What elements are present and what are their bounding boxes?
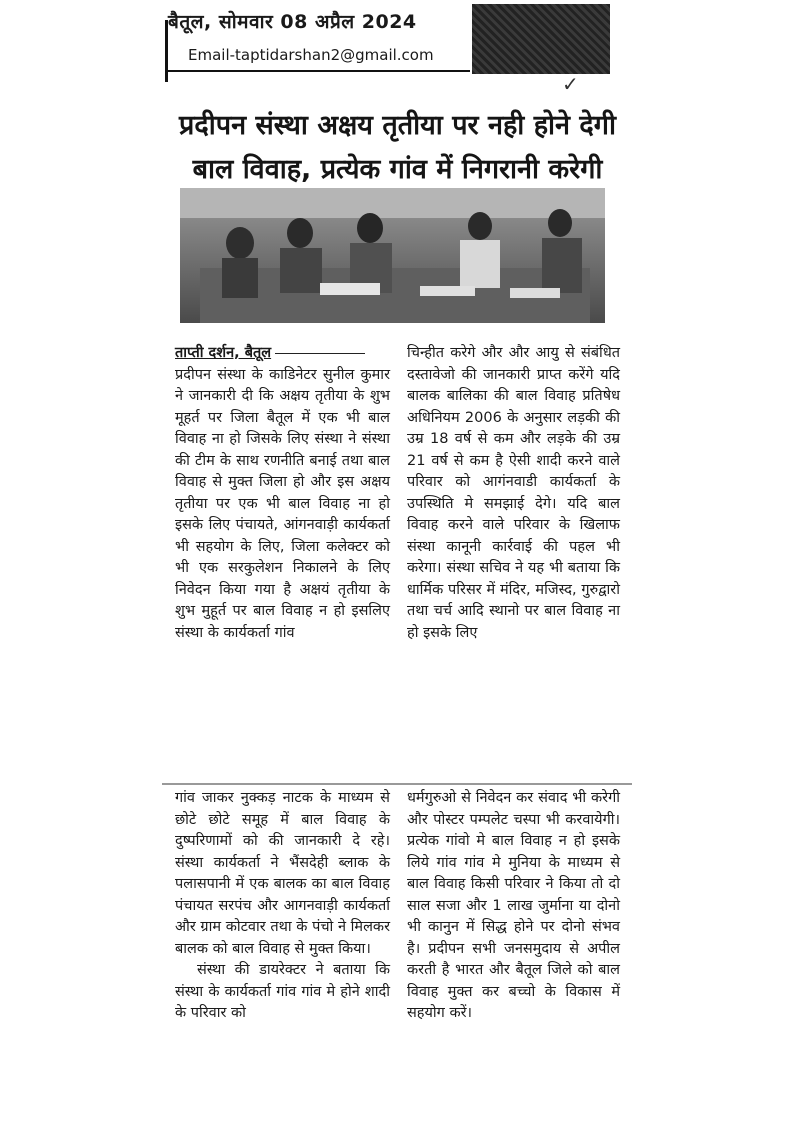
news-photo bbox=[180, 188, 605, 323]
masthead-block bbox=[472, 4, 610, 74]
email-address: Email-taptidarshan2@gmail.com bbox=[188, 46, 434, 64]
dateline: बैतूल, सोमवार 08 अप्रैल 2024 bbox=[168, 11, 417, 33]
headline bbox=[150, 104, 645, 192]
header-divider bbox=[165, 70, 470, 72]
article-column-2-bottom bbox=[407, 788, 620, 1025]
page-fold-line bbox=[162, 783, 632, 785]
article-paragraph: धर्मगुरुओ से निवेदन कर संवाद भी करेगी और पोस्टर पम्पलेट चस्पा भी करवायेगी। प्रत्येक गांवो मे बाल विवाह न हो इसके लिये गांव गांव मे मुनिया के माध्यम से बाल विवाह किसी परिवार ने किया तो दो साल सजा और 1 लाख जुर्माना या दोनो भी कानुन में सिद्ध होने पर दोनो संभव है। प्रदीपन सभी जनसमुदाय से अपील करती है भारत और बैतूल जिले को बाल विवाह मुक्त कर बच्चो के विकास में सहयोग करें। bbox=[407, 790, 620, 1021]
headline-line-1: प्रदीपन संस्था अक्षय तृतीया पर नही होने देगी bbox=[179, 110, 616, 141]
checkmark-icon: ✓ bbox=[562, 72, 579, 96]
article-column-1-top bbox=[175, 343, 390, 644]
article-column-1-bottom bbox=[175, 788, 390, 1025]
headline-line-2: बाल विवाह, प्रत्येक गांव में निगरानी करेगी bbox=[192, 154, 603, 185]
byline: ताप्ती दर्शन, बैतूल bbox=[175, 345, 272, 361]
article-paragraph: संस्था की डायरेक्टर ने बताया कि संस्था के कार्यकर्ता गांव गांव मे होने शादी के परिवार को bbox=[175, 962, 390, 1021]
article-column-2-top bbox=[407, 343, 620, 644]
article-paragraph: चिन्हीत करेगे और और आयु से संबंधित दस्तावेजो की जानकारी प्राप्त करेंगे यदि बालक बालिका की बाल विवाह प्रतिषेध अधिनियम 2006 के अनुसार लड़की की उम्र 18 वर्ष से कम और लड़के की उम्र 21 वर्ष से कम है ऐसी शादी करने वाले परिवार को आगंनवाडी कार्यकर्ता के उपस्थिति मे समझाई देगे। यदि बाल विवाह करने वाले परिवार के खिलाफ संस्था कानूनी कार्रवाई की पहल भी करेगा। संस्था सचिव ने यह भी बताया कि धार्मिक परिसर में मंदिर, मजिस्द, गुरुद्वारो तथा चर्च आदि स्थानो पर बाल विवाह ना हो इसके लिए bbox=[407, 345, 620, 641]
article-paragraph: प्रदीपन संस्था के काडिनेटर सुनील कुमार ने जानकारी दी कि अक्षय तृतीया के शुभ मूहर्त पर जिला बैतूल में एक भी बाल विवाह ना हो जिसके लिए संस्था ने संस्था की टीम के साथ रणनीति बनाई तथा बाल विवाह से मुक्त जिला हो और इस अक्षय तृतीया पर एक भी बाल विवाह ना हो इसके लिए पंचायते, आंगनवाड़ी कार्यकर्ता भी सहयोग के लिए, जिला कलेक्टर को भी एक सरकुलेशन निकालने के लिए निवेदन किया गया है अक्षयं तृतीया के शुभ मुहूर्त पर बाल विवाह न हो इसलिए संस्था के कार्यकर्ता गांव bbox=[175, 366, 390, 641]
byline-rule bbox=[275, 353, 365, 354]
article-paragraph: गांव जाकर नुक्कड़ नाटक के माध्यम से छोटे छोटे समूह में बाल विवाह के दुष्परिणामों को की जानकारी दे रहे। संस्था कार्यकर्ता ने भैंसदेही ब्लाक के पलासपानी में एक बालक का बाल विवाह पंचायत सरपंच और आगनवाड़ी कार्यकर्ता और ग्राम कोटवार तथा के पंचो ने मिलकर बालक को बाल विवाह से मुक्त किया। bbox=[175, 790, 390, 957]
